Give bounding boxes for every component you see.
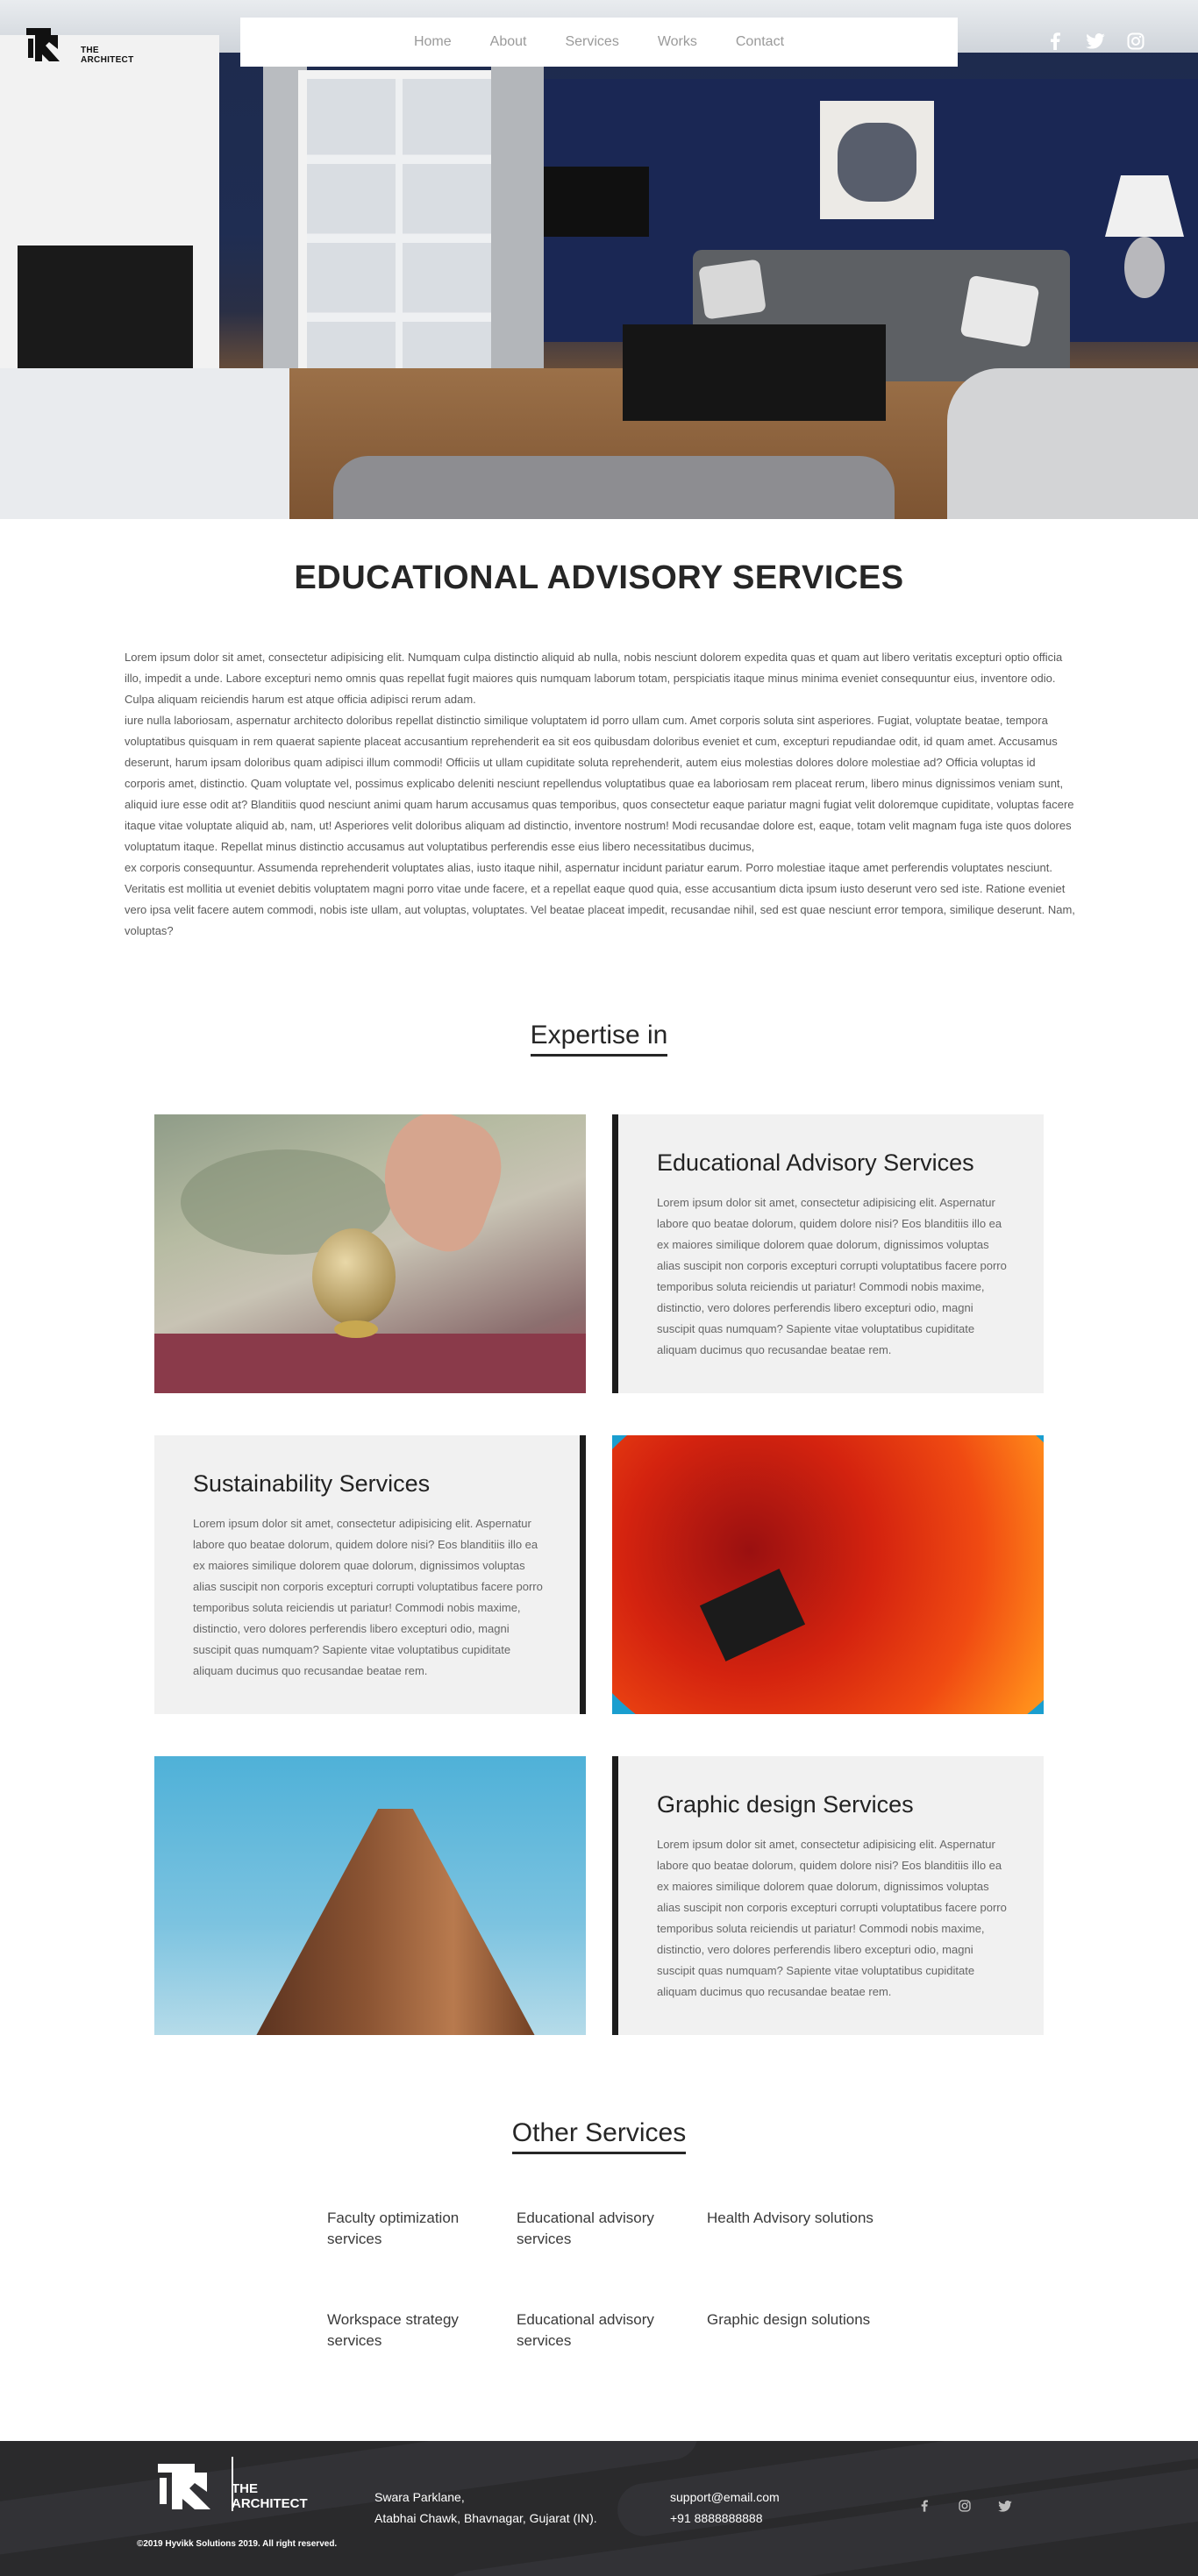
twitter-icon[interactable] xyxy=(1086,32,1105,51)
main-nav xyxy=(240,18,958,67)
footer-logo-mark-icon xyxy=(156,2457,217,2513)
nav-about[interactable]: About xyxy=(489,34,527,49)
nav-services[interactable]: Services xyxy=(565,34,619,49)
other-service-item[interactable]: Faculty optimization services xyxy=(327,2210,460,2247)
facebook-icon[interactable] xyxy=(1045,32,1065,51)
hero-image xyxy=(0,0,1198,519)
logo-mark-icon xyxy=(25,23,63,65)
other-services-heading-wrap xyxy=(0,2118,1198,2154)
footer-logo-text-architect: ARCHITECT xyxy=(232,2496,308,2511)
twitter-icon[interactable] xyxy=(998,2499,1012,2513)
nav-home[interactable]: Home xyxy=(413,34,452,49)
site-footer xyxy=(0,2441,1198,2576)
intro-paragraph-2: iure nulla laboriosam, aspernatur architecto doloribus repellat distinctio similique voluptatem id porro ullam cum. Amet corporis soluta sint asperiores. Fugiat, voluptate beatae, tempora voluptatibus quisquam in rem quaerat sapiente placeat accusantium reprehenderit ea sit eos quibusdam doloribus eveniet et cum, excepturi repudiandae odit, id quam amet. Accusamus deserunt, harum ipsam doloribus quam adipisci illum commodi! Officiis ut ullam cupiditate soluta reprehenderit, autem eius molestias dolores dolore molestiae ad? Officia voluptas id corporis amet, distinctio. Quam voluptate vel, possimus explicabo deleniti nesciunt repellendus voluptatibus quae ea laboriosam rem placeat rerum, libero minus dignissimos veniam sunt, aliquid iure esse odit at? Blanditiis quod nesciunt animi quam harum accusamus quas temporibus, quos consectetur eaque pariatur magni fugiat velit doloremque cupiditate, voluptas facere itaque vitae voluptate aliquid ab, nam, ut! Asperiores velit doloribus aliquam ad distinctio, inventore nostrum! Modi recusandae dolore est, eaque, totam velit magnam fuga iste quos dolores voluptatum itaque. Repellat minus distinctio accusamus aut voluptatibus perferendis esse eius libero necessitatibus ducimus, xyxy=(125,714,1074,853)
instagram-icon[interactable] xyxy=(1126,32,1145,51)
service-card-graphic-design xyxy=(612,1756,1044,2035)
footer-email-link[interactable]: support@email.com xyxy=(670,2490,780,2504)
instagram-icon[interactable] xyxy=(958,2499,972,2513)
other-service-item[interactable]: Educational advisory services xyxy=(517,2311,654,2349)
service-card-educational xyxy=(612,1114,1044,1393)
other-service-item[interactable]: Workspace strategy services xyxy=(327,2311,459,2349)
service-card-title: Educational Advisory Services xyxy=(657,1149,974,1176)
service-card-title: Graphic design Services xyxy=(657,1791,914,1818)
footer-logo-text-the: THE xyxy=(232,2481,258,2496)
other-service-item[interactable]: Health Advisory solutions xyxy=(707,2210,874,2226)
logo-text-the: THE xyxy=(81,46,99,55)
facebook-icon[interactable] xyxy=(917,2499,931,2513)
page-title: EDUCATIONAL ADVISORY SERVICES xyxy=(294,559,904,596)
footer-address xyxy=(374,2487,597,2529)
globe-image xyxy=(154,1114,586,1393)
service-card-body: Lorem ipsum dolor sit amet, consectetur adipisicing elit. Aspernatur labore quo beatae dolorum, quidem dolore nisi? Eos blanditiis illo ea ex maiores similique dolorem quae dolorum, dignissimos voluptas alias suscipit non corporis excepturi corrupti voluptatibus facere porro temporibus soluta reiciendis ut pariatur! Commodi nobis maxime, distinctio, vero dolores perferendis libero excepturi odio, magni suscipit quas numquam? Sapiente vitae voluptatibus cupiditate aliquam ducimus quo recusandae beatae rem. xyxy=(657,1838,1007,1998)
service-card-sustainability xyxy=(154,1435,586,1714)
service-card-body: Lorem ipsum dolor sit amet, consectetur adipisicing elit. Aspernatur labore quo beatae dolorum, quidem dolore nisi? Eos blanditiis illo ea ex maiores similique dolorem quae dolorum, dignissimos voluptas alias suscipit non corporis excepturi corrupti voluptatibus facere porro temporibus soluta reiciendis ut pariatur! Commodi nobis maxime, distinctio, vero dolores perferendis libero excepturi odio, magni suscipit quas numquam? Sapiente vitae voluptatibus cupiditate aliquam ducimus quo recusandae beatae rem. xyxy=(193,1517,543,1677)
expertise-heading-wrap xyxy=(0,1021,1198,1057)
footer-social-links xyxy=(917,2499,1012,2513)
nav-contact[interactable]: Contact xyxy=(735,34,785,49)
service-card-title: Sustainability Services xyxy=(193,1470,431,1497)
tower-image xyxy=(154,1756,586,2035)
address-line-2: Atabhai Chawk, Bhavnagar, Gujarat (IN). xyxy=(374,2511,597,2525)
logo-text-architect: ARCHITECT xyxy=(81,55,134,65)
site-logo[interactable] xyxy=(25,21,147,74)
expertise-heading: Expertise in xyxy=(531,1021,668,1057)
footer-logo[interactable] xyxy=(156,2457,314,2511)
other-services-heading: Other Services xyxy=(512,2118,686,2154)
footer-phone-link[interactable]: +91 8888888888 xyxy=(670,2511,763,2525)
balloon-image xyxy=(612,1435,1044,1714)
intro-paragraph-3: ex corporis consequuntur. Assumenda reprehenderit voluptates alias, iusto itaque nihil, aspernatur incidunt pariatur earum. Porro molestiae itaque amet perferendis voluptates nesciunt. Veritatis est mollitia ut eveniet debitis voluptatem magni porro vitae unde facere, et a repellat eaque quod quia, esse accusantium dicta ipsum iusto deserunt vero sed iste. Ratione eveniet vero ipsa velit facere autem commodi, nobis iste ullam, aut voluptas, voluptates. Vel beatae placeat impedit, recusandae nihil, sed est quae nesciunt error tempora, similique deserunt. Nam, voluptas? xyxy=(125,861,1075,937)
footer-contact xyxy=(670,2487,780,2529)
other-service-item[interactable]: Educational advisory services xyxy=(517,2210,654,2247)
copyright-text: ©2019 Hyvikk Solutions 2019. All right reserved. xyxy=(137,2539,338,2549)
service-card-body: Lorem ipsum dolor sit amet, consectetur adipisicing elit. Aspernatur labore quo beatae dolorum, quidem dolore nisi? Eos blanditiis illo ea ex maiores similique dolorem quae dolorum, dignissimos voluptas alias suscipit non corporis excepturi corrupti voluptatibus facere porro temporibus soluta reiciendis ut pariatur! Commodi nobis maxime, distinctio, vero dolores perferendis libero excepturi odio, magni suscipit quas numquam? Sapiente vitae voluptatibus cupiditate aliquam ducimus quo recusandae beatae rem. xyxy=(657,1196,1007,1356)
nav-works[interactable]: Works xyxy=(657,34,697,49)
address-line-1: Swara Parklane, xyxy=(374,2490,465,2504)
intro-text xyxy=(125,647,1075,942)
header-social-links xyxy=(1045,32,1145,51)
intro-paragraph-1: Lorem ipsum dolor sit amet, consectetur adipisicing elit. Numquam culpa distinctio aliquid ab nulla, nobis nesciunt dolorem expedita quas et quam aut libero veritatis excepturi optio officia illo, impedit a unde. Labore excepturi nemo omnis quas repellat fugit maiores quis numquam laborum totam, perspiciatis itaque minus minima eveniet consequuntur eius, inventore odio. Culpa aliquam reiciendis harum est atque officia adipisci rerum adam. xyxy=(125,651,1063,706)
other-service-item[interactable]: Graphic design solutions xyxy=(707,2311,871,2328)
